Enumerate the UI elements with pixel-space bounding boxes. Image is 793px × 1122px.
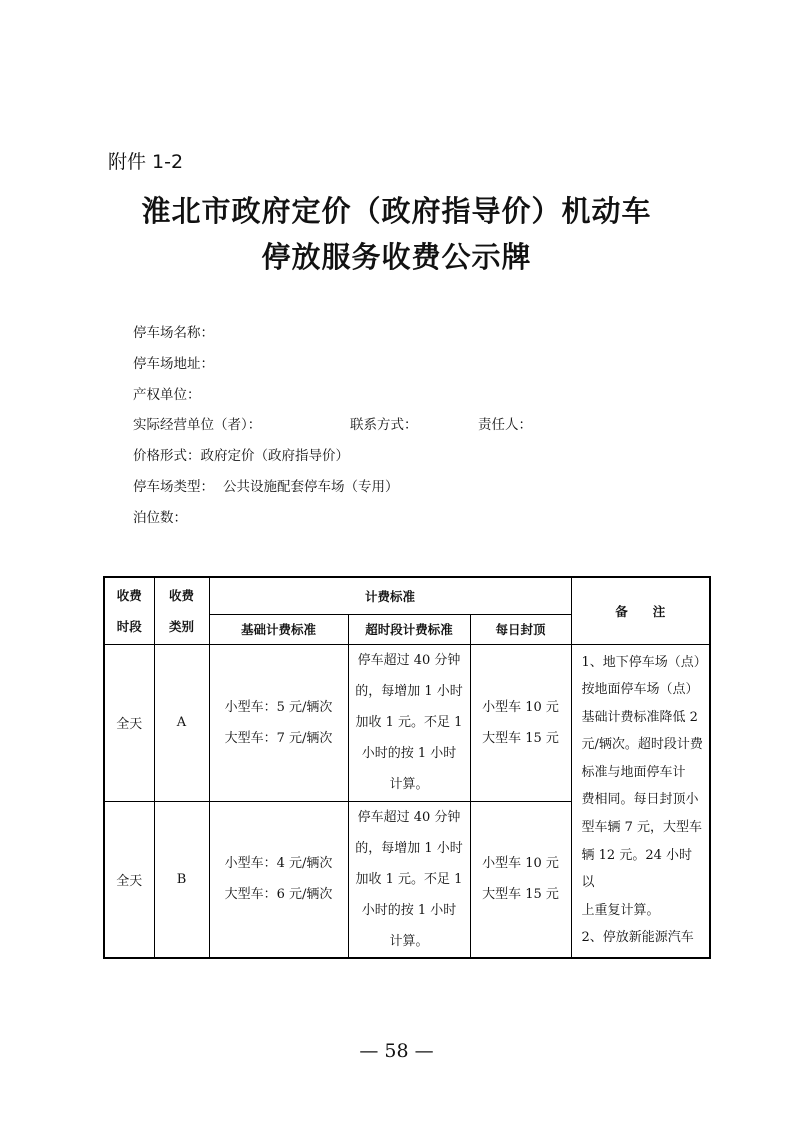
lot-type-row [133, 475, 399, 495]
row-base: 小型车：5 元/辆次 大型车：7 元/辆次 [209, 644, 348, 801]
lot-type-value: 公共设施配套停车场（专用） [223, 479, 399, 495]
row-overtime: 停车超过 40 分钟 的，每增加 1 小时 加收 1 元。不足 1 小时的按 1 小时 计算。 [348, 644, 470, 801]
operator-row [133, 413, 532, 433]
row-overtime: 停车超过 40 分钟 的，每增加 1 小时 加收 1 元。不足 1 小时的按 1 小时 计算。 [348, 801, 470, 958]
lot-name-field: 停车场名称： [133, 325, 214, 341]
row-type: B [154, 801, 209, 958]
spaces-field: 泊位数： [133, 510, 187, 526]
attachment-label: 附件 1-2 [108, 151, 184, 173]
table-row [104, 644, 710, 801]
header-type: 收费 类别 [154, 577, 209, 644]
row-period: 全天 [104, 644, 154, 801]
row-daily: 小型车 10 元 大型车 15 元 [470, 644, 571, 801]
lot-address-field: 停车场地址： [133, 356, 214, 372]
owner-field: 产权单位： [133, 387, 201, 403]
header-note: 备 注 [571, 577, 710, 644]
row-daily: 小型车 10 元 大型车 15 元 [470, 801, 571, 958]
header-period: 收费 时段 [104, 577, 154, 644]
lot-type-label: 停车场类型： [133, 479, 214, 495]
table-header-row [104, 577, 710, 614]
header-standard: 计费标准 [209, 577, 571, 614]
note-cell: 1、地下停车场（点） 按地面停车场（点） 基础计费标准降低 2 元/辆次。超时段计费 标准与地面停车计 费相同。每日封顶小 型车辆 7 元，大型车 辆 12 元。24 小时以 上重复计算。 2、停放新能源汽车 [571, 644, 710, 958]
row-type: A [154, 644, 209, 801]
header-daily: 每日封顶 [470, 614, 571, 644]
page-title-line-2: 停放服务收费公示牌 [261, 240, 532, 274]
fee-table [103, 576, 711, 959]
page-title-line-1: 淮北市政府定价（政府指导价）机动车 [141, 194, 652, 228]
header-base: 基础计费标准 [209, 614, 348, 644]
operator-field: 实际经营单位（者）： [133, 417, 262, 433]
row-period: 全天 [104, 801, 154, 958]
row-base: 小型车：4 元/辆次 大型车：6 元/辆次 [209, 801, 348, 958]
page-number: — 58 — [359, 1040, 434, 1062]
price-form-field: 价格形式：政府定价（政府指导价） [133, 448, 349, 464]
header-overtime: 超时段计费标准 [348, 614, 470, 644]
contact-field: 联系方式： [350, 417, 418, 433]
responsible-field: 责任人： [478, 417, 532, 433]
